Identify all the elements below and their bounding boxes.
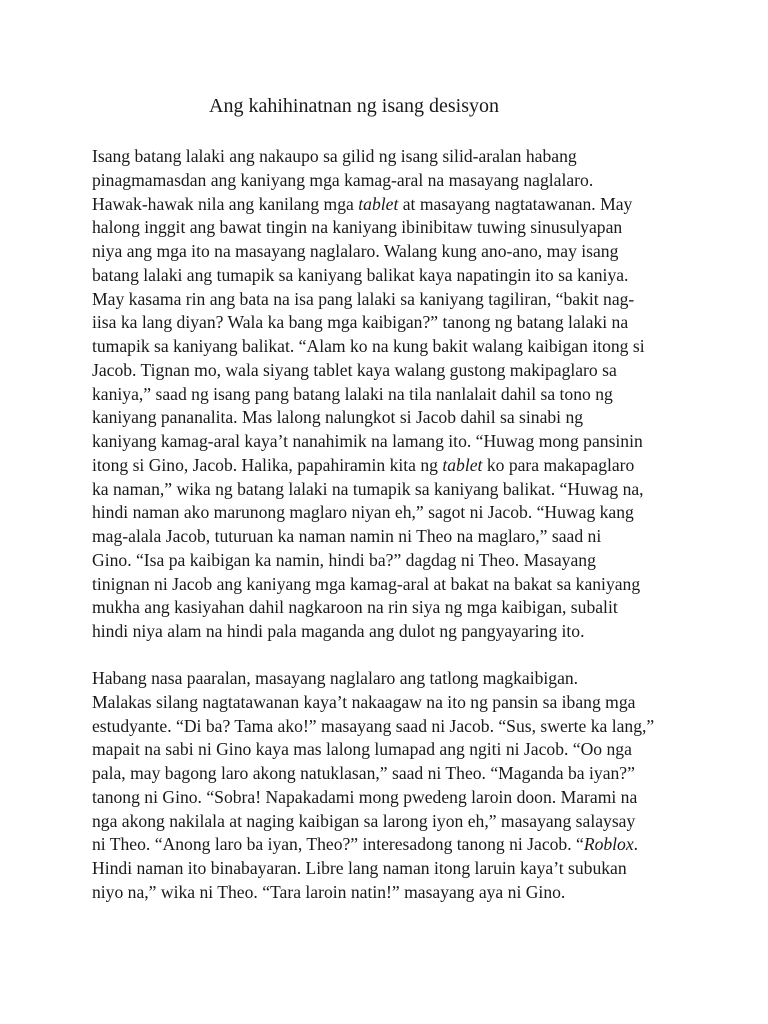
text-line: niya ang mga ito na masayang naglalaro. Walang kung ano-ano, may isang xyxy=(92,241,619,261)
text-line: hindi naman ako marunong maglaro niyan eh,” sagot ni Jacob. “Huwag kang xyxy=(92,502,634,523)
text-line: tinignan ni Jacob ang kaniyang mga kamag-aral at bakat na bakat sa kaniyang xyxy=(92,573,641,594)
italic-term: Roblox xyxy=(583,834,634,855)
text-line: Jacob. Tignan mo, wala siyang tablet kaya walang gustong makipaglaro sa xyxy=(92,359,617,380)
text-line: mag-alala Jacob, tuturuan ka naman namin ni Theo na maglaro,” saad ni xyxy=(92,526,602,546)
text-line: ka naman,” wika ng batang lalaki na tumapik sa kaniyang balikat. “Huwag na, xyxy=(92,478,644,499)
text-line: Malakas silang nagtatawanan kaya’t nakaagaw na ito ng pansin sa ibang mga xyxy=(92,691,636,712)
text-line: kaniyang pananalita. Mas lalong nalungkot si Jacob dahil sa sinabi ng xyxy=(92,407,584,428)
document-title: Ang kahihinatnan ng isang desisyon xyxy=(209,95,499,117)
text-line: Hindi naman ito binabayaran. Libre lang naman itong laruin kaya’t subukan xyxy=(92,858,627,878)
text-line: hindi niya alam na hindi pala maganda ang dulot ng pangyayaring ito. xyxy=(92,621,585,641)
italic-term: tablet xyxy=(442,454,483,475)
text-line: iisa ka lang diyan? Wala ka bang mga kaibigan?” tanong ng batang lalaki na xyxy=(92,312,629,333)
text-line: kaniya,” saad ng isang pang batang lalaki na tila nanlalait dahil sa tono ng xyxy=(92,383,613,404)
text-line: nga akong nakilala at naging kaibigan sa larong iyon eh,” masayang salaysay xyxy=(92,810,636,831)
text-line: mapait na sabi ni Gino kaya mas lalong lumapad ang ngiti ni Jacob. “Oo nga xyxy=(92,739,632,760)
text-line: kaniyang kamag-aral kaya’t nanahimik na lamang ito. “Huwag mong pansinin xyxy=(92,431,643,451)
text-line: Hawak-hawak nila ang kanilang mga tablet at masayang nagtatawanan. May xyxy=(92,193,633,214)
text-line: niyo na,” wika ni Theo. “Tara laroin natin!” masayang aya ni Gino. xyxy=(92,881,566,902)
italic-term: tablet xyxy=(358,193,399,214)
text-line: Gino. “Isa pa kaibigan ka namin, hindi ba?” dagdag ni Theo. Masayang xyxy=(92,549,596,570)
text-line: mukha ang kasiyahan dahil nagkaroon na rin siya ng mga kaibigan, subalit xyxy=(92,597,618,618)
text-line: May kasama rin ang bata na isa pang lalaki sa kaniyang tagiliran, “bakit nag- xyxy=(92,288,635,309)
paragraph-1 xyxy=(92,145,692,644)
text-line: estudyante. “Di ba? Tama ako!” masayang saad ni Jacob. “Sus, swerte ka lang,” xyxy=(92,715,655,736)
text-line: pinagmamasdan ang kaniyang mga kamag-aral na masayang naglalaro. xyxy=(92,169,594,190)
text-line: Isang batang lalaki ang nakaupo sa gilid ng isang silid-aralan habang xyxy=(92,146,577,166)
paragraph-2 xyxy=(92,667,692,905)
text-line: itong si Gino, Jacob. Halika, papahiramin kita ng tablet ko para makapaglaro xyxy=(92,454,635,475)
text-line: pala, may bagong laro akong natuklasan,” saad ni Theo. “Maganda ba iyan?” xyxy=(92,763,635,783)
text-line: tanong ni Gino. “Sobra! Napakadami mong pwedeng laroin doon. Marami na xyxy=(92,786,638,807)
text-line: tumapik sa kaniyang balikat. “Alam ko na kung bakit walang kaibigan itong si xyxy=(92,336,645,356)
text-line: halong inggit ang bawat tingin na kaniyang ibinibitaw tuwing sinusulyapan xyxy=(92,217,623,238)
text-line: ni Theo. “Anong laro ba iyan, Theo?” interesadong tanong ni Jacob. “Roblox. xyxy=(92,834,639,855)
text-line: Habang nasa paaralan, masayang naglalaro ang tatlong magkaibigan. xyxy=(92,668,579,688)
text-line: batang lalaki ang tumapik sa kaniyang balikat kaya napatingin ito sa kaniya. xyxy=(92,264,629,285)
